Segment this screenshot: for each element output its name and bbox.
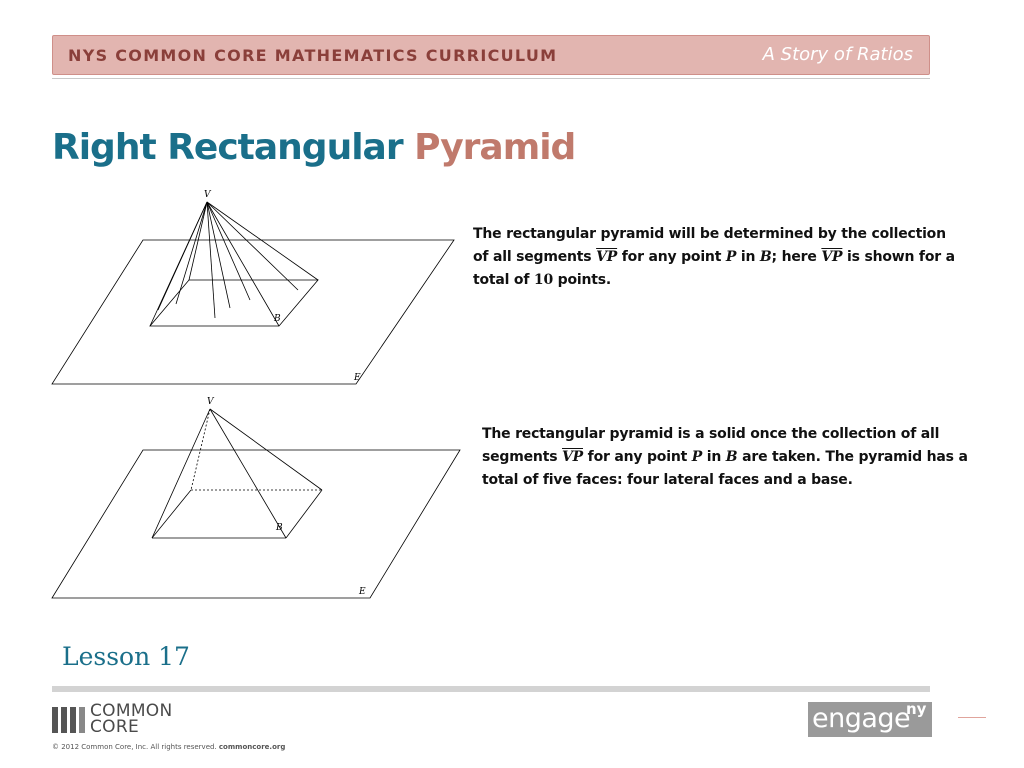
story-title: A Story of Ratios — [762, 44, 913, 65]
page-title-main: Right Rectangular — [52, 127, 403, 168]
plane-label-e: E — [359, 587, 366, 597]
base-label-b: B — [274, 314, 281, 324]
pyramid-segments-diagram — [50, 188, 460, 393]
page-title-accent: Pyramid — [414, 127, 576, 168]
pyramid-solid-diagram — [50, 396, 462, 607]
commoncore-link[interactable]: commoncore.org — [218, 743, 286, 751]
copyright-notice: © 2012 Common Core, Inc. All rights reserved. commoncore.org — [52, 743, 286, 751]
plane-e — [52, 450, 460, 598]
plane-label-e: E — [354, 373, 361, 383]
footer-divider — [52, 686, 930, 692]
vertex-label-v: V — [204, 190, 211, 200]
header-bar — [52, 35, 930, 75]
lesson-label: Lesson 17 — [62, 642, 190, 671]
header-divider — [52, 78, 930, 79]
vertex-label-v: V — [207, 397, 214, 407]
engage-ny-logo: engage ny — [808, 702, 932, 737]
base-rectangle — [150, 280, 318, 326]
curriculum-title: NYS COMMON CORE MATHEMATICS CURRICULUM — [68, 46, 558, 65]
plane-e — [52, 240, 454, 384]
description-1: The rectangular pyramid will be determined by the collection of all segments $\overline{VP}$ for any point P in B; here $\overline{VP}$ is shown for a total of 10 points. — [473, 226, 955, 288]
base-label-b: B — [276, 523, 283, 533]
description-2: The rectangular pyramid is a solid once the collection of all segments $\overline{VP}$ for any point P in B are taken. The pyramid has a total of five faces: four lateral faces and a base. — [482, 426, 968, 488]
page-title — [52, 127, 575, 168]
corner-decoration — [958, 717, 986, 718]
common-core-logo-text: COMMON CORE — [90, 701, 173, 737]
